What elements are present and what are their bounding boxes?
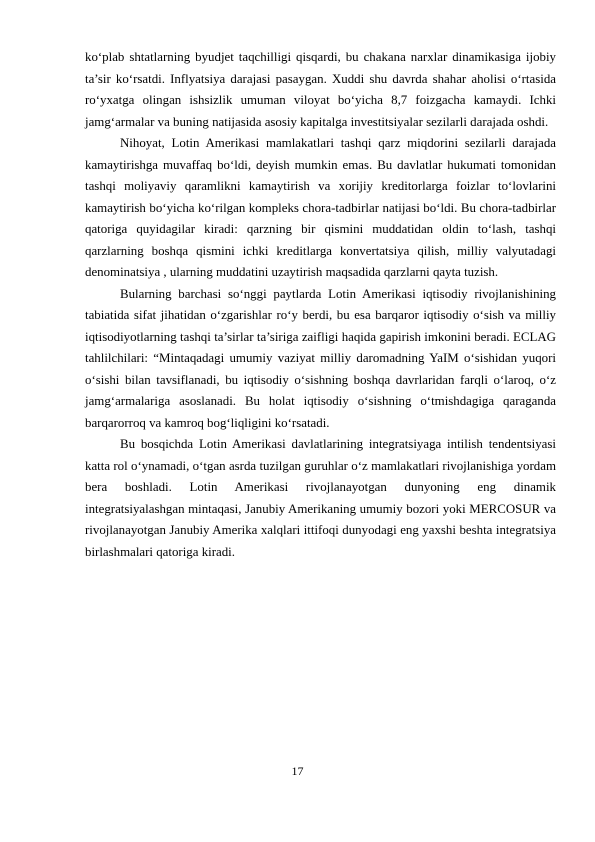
paragraph: Nihoyat, Lotin Amerikasi mamlakatlari tashqi qarz miqdorini sezilarli darajada kamaytirishga muvaffaq bo‘ldi, deyish mumkin emas. Bu davlatlar hukumati tomonidan tashqi moliyaviy qaramlikni kamaytirish va xorijiy kreditorlarga foizlar to‘lovlarini kamaytirish bo‘yicha ko‘rilgan kompleks chora-tadbirlar natijasi bo‘ldi. Bu chora-tadbirlar qatoriga quyidagilar kiradi: qarzning bir qismini muddatidan oldin to‘lash, tashqi qarzlarning boshqa qismini ichki kreditlarga konvertatsiya qilish, milliy valyutadagi denominatsiya , ularning muddatini uzaytirish maqsadida qarzlarni qayta tuzish. xyxy=(85,136,556,279)
paragraph: Bu bosqichda Lotin Amerikasi davlatlarining integratsiyaga intilish tendentsiyasi katta rol o‘ynamadi, o‘tgan asrda tuzilgan guruhlar o‘z mamlakatlari rivojlanishiga yordam bera boshladi. Lotin Amerikasi rivojlanayotgan dunyoning eng dinamik integratsiyalashgan mintaqasi, Janubiy Amerikaning umumiy bozori yoki MERCOSUR va rivojlanayotgan Janubiy Amerika xalqlari ittifoqi dunyodagi eng yaxshi beshta integratsiya birlashmalari qatoriga kiradi. xyxy=(85,437,556,559)
paragraph: ko‘plab shtatlarning byudjet taqchilligi qisqardi, bu chakana narxlar dinamikasiga ijobiy ta’sir ko‘rsatdi. Inflyatsiya darajasi pasaygan. Xuddi shu davrda shahar aholisi o‘rtasida ro‘yxatga olingan ishsizlik umuman viloyat bo‘yicha 8,7 foizgacha kamaydi. Ichki jamg‘armalar va buning natijasida asosiy kapitalga investitsiyalar sezilarli darajada oshdi. xyxy=(85,50,556,129)
paragraph: Bularning barchasi so‘nggi paytlarda Lotin Amerikasi iqtisodiy rivojlanishining tabiatida sifat jihatidan o‘zgarishlar ro‘y berdi, bu esa barqaror iqtisodiy o‘sish va milliy iqtisodiyotlarning tashqi ta’sirlar ta’siriga zaifligi haqida gapirish imkonini beradi. ECLAG tahlilchilari: “Mintaqadagi umumiy vaziyat milliy daromadning YaIM o‘sishidan yuqori o‘sishi bilan tavsiflanadi, bu iqtisodiy o‘sishning boshqa davrlaridan farqli o‘laroq, o‘z jamg‘armalariga asoslanadi. Bu holat iqtisodiy o‘sishning o‘tmishdagiga qaraganda barqarorroq va kamroq bog‘liqligini ko‘rsatadi. xyxy=(85,286,556,430)
page-number: 17 xyxy=(291,764,304,778)
body-text xyxy=(85,47,556,563)
